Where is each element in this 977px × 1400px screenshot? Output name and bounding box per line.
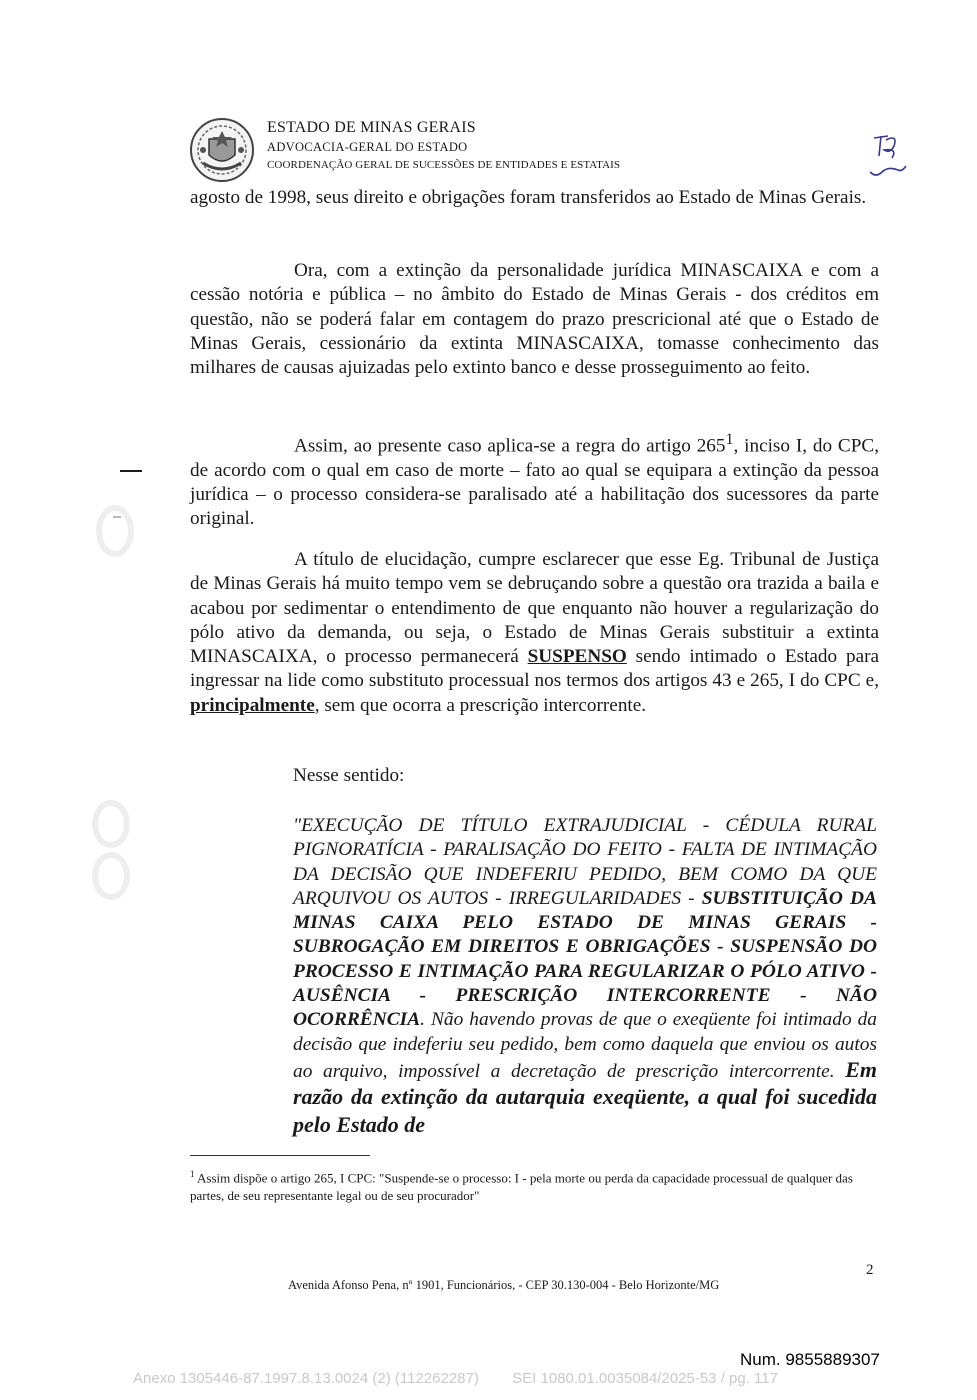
page-number: 2 [866, 1262, 874, 1278]
handwritten-initials-icon [868, 126, 908, 186]
margin-mark [120, 470, 142, 472]
annex-stamp: Anexo 1305446-87.1997.8.13.0024 (2) (112262287) SEI 1080.01.0035084/2025-53 / pg. 117 [133, 1370, 778, 1387]
header-agency-name: ADVOCACIA-GERAL DO ESTADO [267, 140, 468, 154]
emphasis-principalmente: principalmente [190, 694, 315, 716]
paragraph-nesse-sentido: Nesse sentido: [293, 765, 405, 786]
header-state-name: ESTADO DE MINAS GERAIS [267, 119, 476, 136]
header-department-name: COORDENAÇÃO GERAL DE SUCESSÕES DE ENTIDADES E ESTATAIS [267, 159, 621, 171]
paragraph-tribunal: A título de elucidação, cumpre esclarecer que esse Eg. Tribunal de Justiça de Minas Gerais há muito tempo vem se debruçando sobre a questão ora trazida a baila e acabou por sedimentar o entendimento de que enquanto não houver a regularização do pólo ativo da demanda, ou seja, o Estado de Minas Gerais substituir a extinta MINASCAIXA, o processo permanecerá SUSPENSO sendo intimado o Estado para ingressar na lide como substituto processual nos termos dos artigos 43 e 265, I do CPC e, principalmente, sem que ocorra a prescrição intercorrente. [190, 549, 879, 716]
footnote: $^1$ Assim dispõe o artigo 265, I CPC: "Suspende-se o processo: I - pela morte ou perda da capacidade processual de qualquer das partes, de seu representante legal ou de seu procurador" [190, 1169, 853, 1204]
coat-of-arms-seal-icon [189, 117, 255, 183]
footnote-rule [190, 1155, 370, 1156]
paragraph-article-265: Assim, ao presente caso aplica-se a regra do artigo $265^1$, inciso I, do CPC, de acordo com o qual em caso de morte – fato ao qual se equipara a extinção da pessoa jurídica – o processo considera-se paralisado até a habilitação dos sucessores da parte original. [190, 431, 879, 530]
ghost-hole-mark [92, 800, 130, 848]
jurisprudence-quote: "EXECUÇÃO DE TÍTULO EXTRAJUDICIAL - CÉDULA RURAL PIGNORATÍCIA - PARALISAÇÃO DO FEITO - FALTA DE INTIMAÇÃO DA DECISÃO QUE INDEFERIU PEDIDO, BEM COMO DA QUE ARQUIVOU OS AUTOS - IRREGULARIDADES - SUBSTITUIÇÃO DA MINAS CAIXA PELO ESTADO DE MINAS GERAIS - SUBROGAÇÃO EM DIREITOS E OBRIGAÇÕES - SUSPENSÃO DO PROCESSO E INTIMAÇÃO PARA REGULARIZAR O PÓLO ATIVO - AUSÊNCIA - PRESCRIÇÃO INTERCORRENTE - NÃO OCORRÊNCIA. Não havendo provas de que o exeqüente foi intimado da decisão que indeferiu seu pedido, bem como daquela que enviou os autos ao arquivo, impossível a decretação de prescrição intercorrente. Em razão da extinção da autarquia exeqüente, a qual foi sucedida pelo Estado de [293, 815, 877, 1137]
document-number-stamp: Num. 9855889307 [740, 1350, 880, 1369]
ghost-hole-mark [96, 505, 134, 557]
footnote-ref: 1 [725, 431, 734, 448]
paragraph-extinction: Ora, com a extinção da personalidade jurídica MINASCAIXA e com a cessão notória e pública – no âmbito do Estado de Minas Gerais - dos créditos em questão, não se poderá falar em contagem do prazo prescricional até que o Estado de Minas Gerais, cessionário da extinta MINASCAIXA, tomasse conhecimento das milhares de causas ajuizadas pelo extinto banco e desse prosseguimento ao feito. [190, 260, 879, 379]
emphasis-suspenso: SUSPENSO [527, 646, 627, 668]
footer-address: Avenida Afonso Pena, nº 1901, Funcionários, - CEP 30.130-004 - Belo Horizonte/MG [288, 1278, 720, 1292]
paragraph-continuation: agosto de 1998, seus direito e obrigações foram transferidos ao Estado de Minas Gerais. [190, 187, 867, 208]
ghost-hole-mark [92, 852, 130, 900]
